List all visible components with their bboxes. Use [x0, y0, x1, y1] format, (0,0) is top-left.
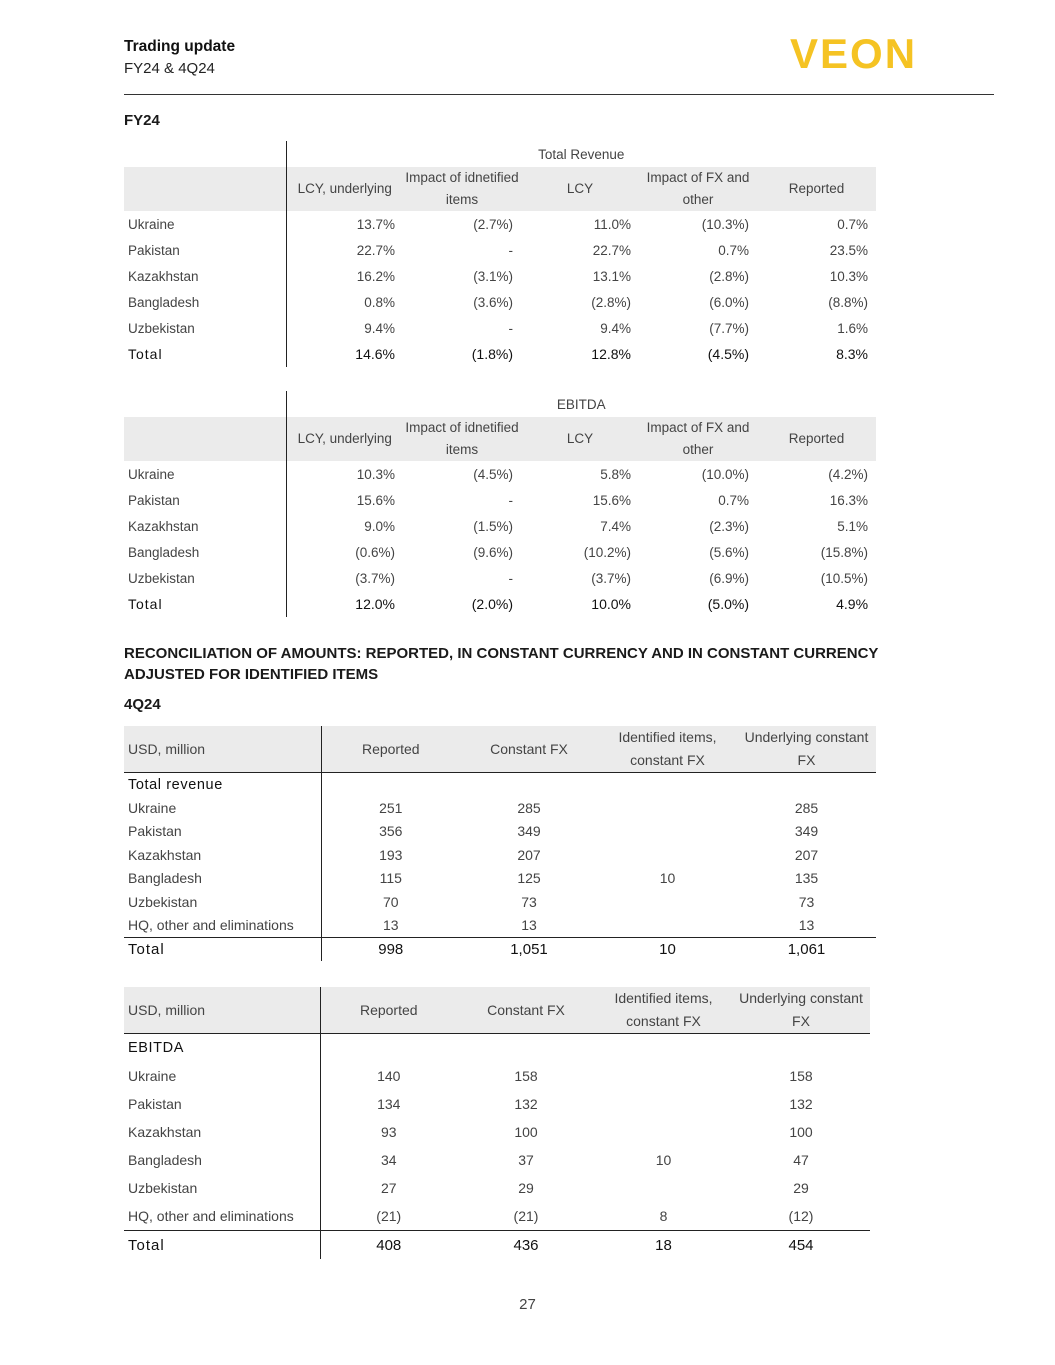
- table-row: Pakistan 134 132 132: [124, 1090, 870, 1118]
- column-header: Impact of idnetified items: [403, 417, 521, 461]
- column-header: Identified items, constant FX: [595, 987, 732, 1034]
- column-header: Reported: [320, 987, 457, 1034]
- column-header: Reported: [757, 167, 876, 211]
- table-row: Ukraine 10.3% (4.5%) 5.8% (10.0%) (4.2%): [124, 461, 876, 487]
- column-header: Reported: [321, 726, 460, 773]
- section-heading-4q24: 4Q24: [124, 696, 161, 713]
- column-header: Constant FX: [457, 987, 595, 1034]
- column-header: USD, million: [124, 987, 320, 1034]
- table-row: Bangladesh (0.6%) (9.6%) (10.2%) (5.6%) (15.8%): [124, 539, 876, 565]
- 4q24-ebitda-table: [124, 987, 870, 1259]
- 4q24-revenue-table: [124, 726, 876, 961]
- column-header: Identified items, constant FX: [598, 726, 737, 773]
- column-header: LCY, underlying: [286, 417, 403, 461]
- table-row: Uzbekistan (3.7%) - (3.7%) (6.9%) (10.5%): [124, 565, 876, 591]
- section-heading-fy24: FY24: [124, 112, 160, 129]
- table-row: Uzbekistan 70 73 73: [124, 890, 876, 913]
- table-row: Bangladesh 115 125 10 135: [124, 867, 876, 890]
- reconciliation-heading: RECONCILIATION OF AMOUNTS: REPORTED, IN CONSTANT CURRENCY AND IN CONSTANT CURRENCY ADJUSTED FOR IDENTIFIED ITEMS: [124, 645, 879, 683]
- table-caption: Total Revenue: [286, 141, 876, 167]
- section-row: Total revenue: [124, 773, 876, 797]
- table-row: HQ, other and eliminations 13 13 13: [124, 913, 876, 937]
- table-caption: EBITDA: [286, 391, 876, 417]
- table-row: Bangladesh 0.8% (3.6%) (2.8%) (6.0%) (8.8%): [124, 289, 876, 315]
- column-header: Underlying constant FX: [732, 987, 870, 1034]
- table-row: Pakistan 22.7% - 22.7% 0.7% 23.5%: [124, 237, 876, 263]
- veon-logo: VEON: [790, 30, 918, 77]
- total-row: Total 408 436 18 454: [124, 1231, 870, 1260]
- table-row: Ukraine 251 285 285: [124, 796, 876, 819]
- table-row: Kazakhstan 93 100 100: [124, 1118, 870, 1146]
- table-row: Uzbekistan 27 29 29: [124, 1174, 870, 1202]
- total-row: Total 14.6% (1.8%) 12.8% (4.5%) 8.3%: [124, 341, 876, 367]
- table-row: Pakistan 356 349 349: [124, 820, 876, 843]
- document-title: Trading update: [124, 38, 236, 55]
- table-row: Ukraine 13.7% (2.7%) 11.0% (10.3%) 0.7%: [124, 211, 876, 237]
- column-header: LCY, underlying: [286, 167, 403, 211]
- document-subtitle: FY24 & 4Q24: [124, 60, 215, 77]
- total-row: Total 12.0% (2.0%) 10.0% (5.0%) 4.9%: [124, 591, 876, 617]
- column-header: Impact of FX and other: [639, 417, 757, 461]
- column-header: LCY: [521, 417, 639, 461]
- table-row: Bangladesh 34 37 10 47: [124, 1146, 870, 1174]
- column-header: LCY: [521, 167, 639, 211]
- column-header: Underlying constant FX: [737, 726, 876, 773]
- column-header: [124, 167, 286, 211]
- table-row: Kazakhstan 9.0% (1.5%) 7.4% (2.3%) 5.1%: [124, 513, 876, 539]
- column-header: Constant FX: [460, 726, 598, 773]
- column-header: Impact of idnetified items: [403, 167, 521, 211]
- total-row: Total 998 1,051 10 1,061: [124, 937, 876, 961]
- table-row: Kazakhstan 193 207 207: [124, 843, 876, 866]
- table-row: Kazakhstan 16.2% (3.1%) 13.1% (2.8%) 10.3%: [124, 263, 876, 289]
- column-header: Impact of FX and other: [639, 167, 757, 211]
- table-row: HQ, other and eliminations (21) (21) 8 (12): [124, 1202, 870, 1231]
- table-row: Ukraine 140 158 158: [124, 1062, 870, 1090]
- table-row: Uzbekistan 9.4% - 9.4% (7.7%) 1.6%: [124, 315, 876, 341]
- fy24-ebitda-table: [124, 391, 876, 617]
- fy24-revenue-table: [124, 141, 876, 367]
- column-header: Reported: [757, 417, 876, 461]
- header-divider: [124, 94, 994, 95]
- column-header: USD, million: [124, 726, 321, 773]
- column-header: [124, 417, 286, 461]
- table-row: Pakistan 15.6% - 15.6% 0.7% 16.3%: [124, 487, 876, 513]
- section-row: EBITDA: [124, 1034, 870, 1063]
- page-number: 27: [519, 1296, 536, 1313]
